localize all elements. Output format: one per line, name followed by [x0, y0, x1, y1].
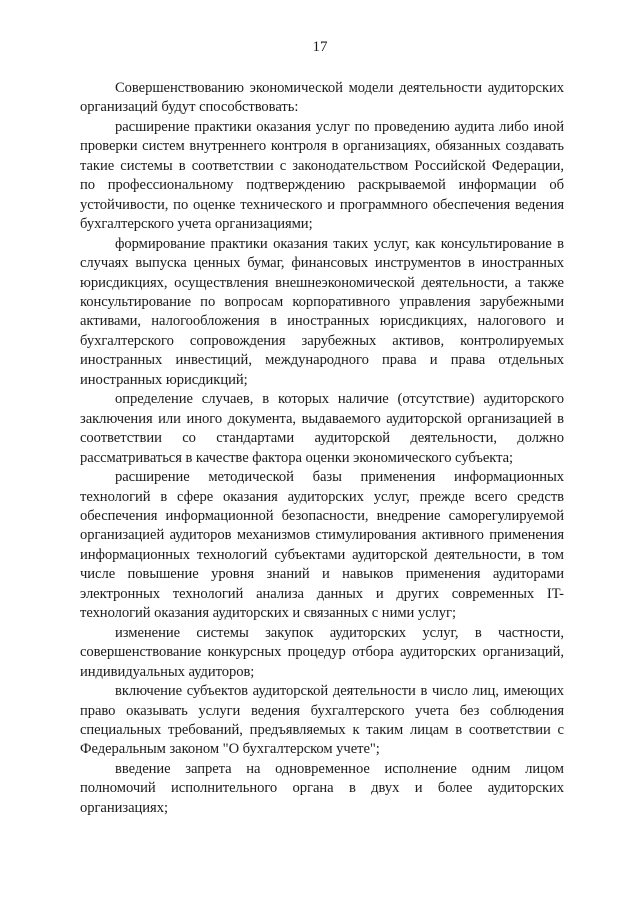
paragraph-item: формирование практики оказания таких услуг, как консультирование в случаях выпуска ценных бумаг, финансовых инструментов в иностранных юрисдикциях, осуществления внешнеэкономической деятельности, а также консультирование по вопросам корпоративного управления зарубежными активами, налогообложения в иностранных юрисдикциях, налогового и бухгалтерского сопровождения зарубежных активов, контролируемых иностранных инвестиций, международного права и права отдельных иностранных юрисдикций;: [80, 235, 564, 388]
paragraph-item: расширение практики оказания услуг по проведению аудита либо иной проверки систем внутреннего контроля в организациях, обязанных создавать такие системы в соответствии с законодательством Российской Федерации, по профессиональному подтверждению раскрываемой информации об устойчивости, по оценке технического и программного обеспечения ведения бухгалтерского учета организациями;: [80, 118, 564, 233]
page-number: 17: [312, 39, 328, 55]
document-body: [80, 79, 564, 818]
paragraph-item: введение запрета на одновременное исполнение одним лицом полномочий исполнительного органа в двух и более аудиторских организациях;: [80, 760, 564, 816]
paragraph-item: изменение системы закупок аудиторских услуг, в частности, совершенствование конкурсных процедур отбора аудиторских организаций, индивидуальных аудиторов;: [80, 624, 564, 680]
paragraph-item: определение случаев, в которых наличие (отсутствие) аудиторского заключения или иного документа, выдаваемого аудиторской организацией в соответствии со стандартами аудиторской деятельности, должно рассматриваться в качестве фактора оценки экономического субъекта;: [80, 391, 564, 466]
paragraph-intro: Совершенствованию экономической модели деятельности аудиторских организаций будут способствовать:: [80, 80, 564, 116]
paragraph-item: расширение методической базы применения информационных технологий в сфере оказания аудиторских услуг, прежде всего средств обеспечения информационной безопасности, внедрение саморегулируемой организацией аудиторов механизмов стимулирования активного применения информационных технологий субъектами аудиторской деятельности, в том числе повышение уровня знаний и навыков применения аудиторами электронных технологий анализа данных и других современных IT-технологий оказания аудиторских и связанных с ними услуг;: [80, 469, 564, 622]
paragraph-item: включение субъектов аудиторской деятельности в число лиц, имеющих право оказывать услуги ведения бухгалтерского учета без соблюдения специальных требований, предъявляемых к таким лицам в соответствии с Федеральным законом "О бухгалтерском учете";: [80, 683, 564, 758]
